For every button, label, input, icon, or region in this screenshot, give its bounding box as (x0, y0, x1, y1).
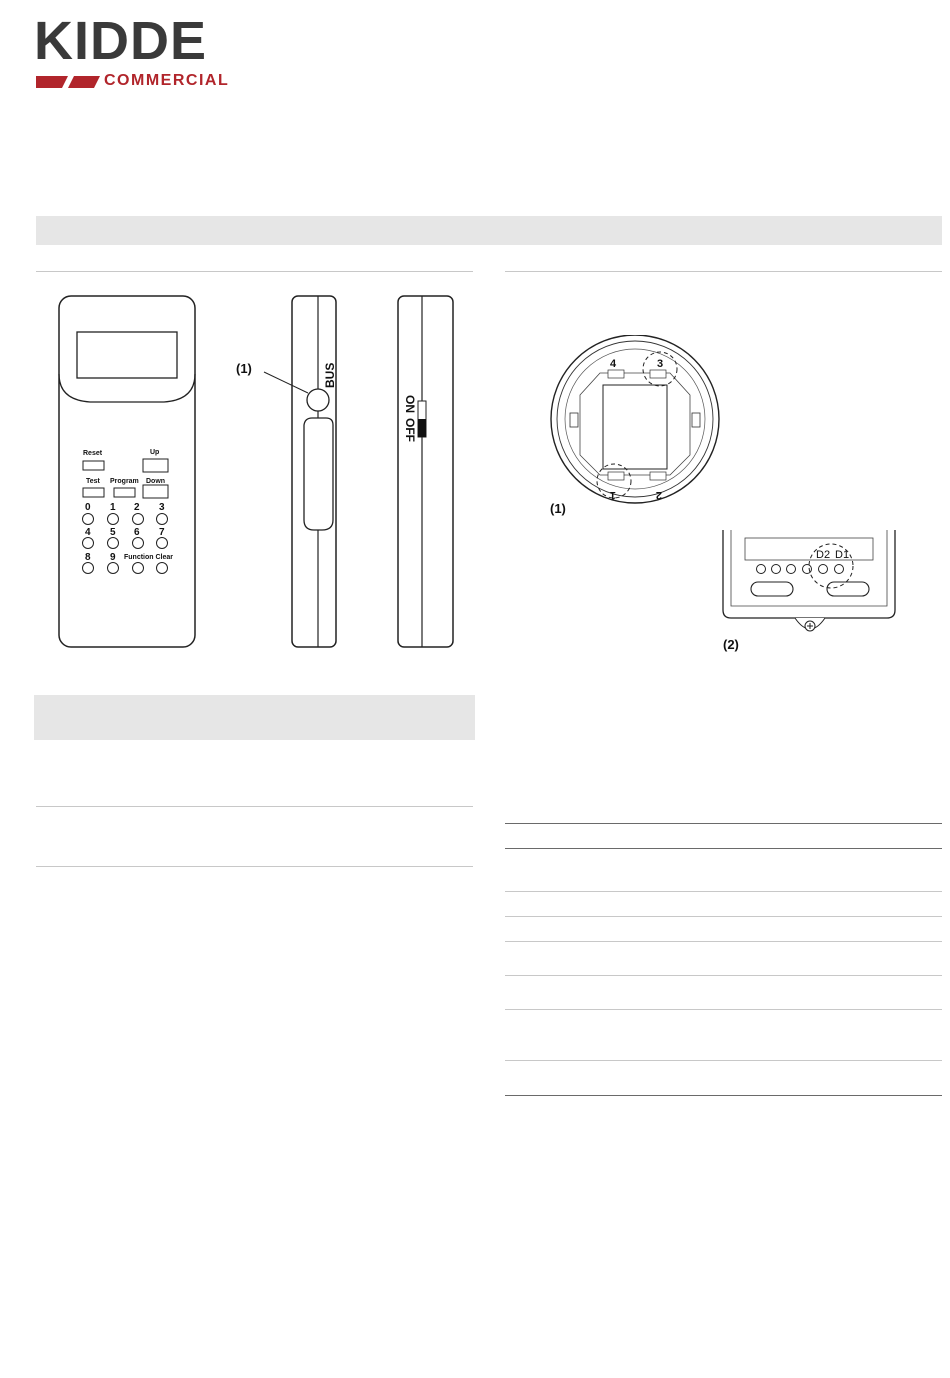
table-rule-2 (505, 916, 942, 917)
digit-8: 8 (85, 552, 91, 563)
right-section-rule (505, 271, 942, 272)
diode-d2: D2 (816, 549, 831, 561)
table-rule-5 (505, 1009, 942, 1010)
up-key-label: Up (150, 449, 160, 456)
digit-5: 5 (110, 527, 116, 538)
program-key-label: Program (110, 478, 139, 485)
logo-subtitle: COMMERCIAL (104, 72, 230, 89)
terminal-2: 2 (655, 489, 662, 501)
program-key (114, 488, 135, 497)
terminal-1: 1 (609, 489, 616, 501)
off-label: OFF (403, 418, 417, 442)
digit-0: 0 (85, 502, 91, 513)
terminal-block-figure (715, 528, 905, 654)
digit-7: 7 (159, 527, 165, 538)
digit-4: 4 (85, 527, 91, 538)
terminal-4: 4 (610, 358, 617, 370)
digit-3: 3 (159, 502, 165, 513)
table-rule-bottom (505, 1095, 942, 1096)
digit-1: 1 (110, 502, 116, 513)
bus-socket (307, 389, 329, 411)
down-key-label: Down (146, 478, 166, 485)
detector-base-figure (540, 335, 860, 525)
table-rule-6 (505, 1060, 942, 1061)
left-note-band (34, 695, 475, 740)
left-rule-1 (36, 806, 473, 807)
table-rule-top (505, 823, 942, 824)
table-rule-header (505, 848, 942, 849)
left-section-rule (36, 271, 473, 272)
table-rule-1 (505, 891, 942, 892)
base-callout-1: (1) (550, 501, 566, 516)
up-key (143, 459, 168, 472)
logo-slash-bars (34, 74, 104, 90)
bus-label: BUS (323, 362, 337, 388)
digit-6: 6 (134, 527, 140, 538)
programmer-figure (50, 290, 480, 660)
terminal-callout-2: (2) (723, 637, 739, 652)
on-label: ON (403, 395, 417, 413)
left-rule-2 (36, 866, 473, 867)
digit-2: 2 (134, 502, 140, 513)
bus-callout-1: (1) (236, 361, 252, 376)
test-key-label: Test (86, 478, 100, 485)
down-key (143, 485, 168, 498)
lcd-display (77, 332, 177, 378)
reset-key-label: Reset (83, 450, 103, 457)
digit-9: 9 (110, 552, 116, 563)
reset-key (83, 461, 104, 470)
diode-d1: D1 (835, 549, 850, 561)
programmer-front-view (59, 296, 195, 647)
programmer-side-view-switch (398, 296, 453, 647)
logo-wordmark: KIDDE (34, 11, 208, 71)
function-clear-label: Function Clear (124, 554, 174, 561)
terminal-3: 3 (657, 358, 664, 370)
table-rule-3 (505, 941, 942, 942)
table-rule-4 (505, 975, 942, 976)
programmer-side-view-bus (236, 296, 337, 647)
test-key (83, 488, 104, 497)
title-band (36, 216, 942, 245)
